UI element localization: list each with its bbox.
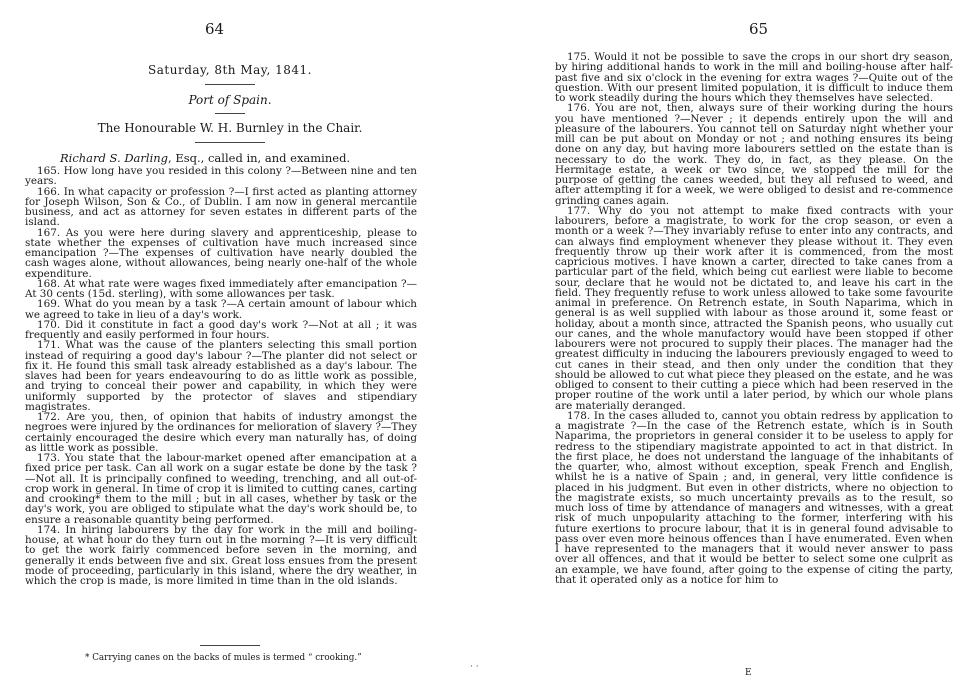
chair-line: The Honourable W. H. Burnley in the Chair.: [97, 121, 363, 135]
right-column: [555, 52, 953, 585]
printer-signature: E: [745, 668, 752, 678]
divider-rule: [205, 84, 255, 85]
question-169: 169. What do you mean by a task ?—A certain amount of labour which we agreed to take in lieu of a day's work.: [25, 298, 417, 321]
session-place: Port of Spain.: [188, 93, 272, 107]
question-178: 178. In the cases alluded to, cannot you obtain redress by application to a magistrate ?—In the case of the Retrench estate, which is in South Naparima, the proprietors in general consider it to be useless to apply for redress to the stipendiary magistrate appointed to act in that district. In the first place, he does not understand the language of the inhabitants of the quarter, who, almost without exception, speak French and English, whilst he is a native of Spain ; and, in general, very little confidence is placed in his judgment. But even in other districts, where no objection to the magistrate exists, so much uncertainty prevails as to the result, so much loss of time by attendance of managers and witnesses, with a great risk of much unpopularity attaching to the former, interfering with his future exertions to procure labour, that it is in general found advisable to pass over even more heinous offences than I have enumerated. Even when I have represented to the managers that it would never answer to pass over all offences, and that it would be better to select some one culprit as an example, we have found, after going to the expense of citing the party, that it operated only as a notice for him to: [555, 409, 953, 586]
question-174: 174. In hiring labourers by the day for work in the mill and boiling-house, at what hour do they turn out in the morning ?—It is very difficult to get the work fairly commenced before seven in the morning, and generally it ends between five and six. Great loss ensues from the present mode of proceeding, particularly in this island, where the dry weather, in which the crop is made, is more limited in time than in the old islands.: [25, 523, 417, 587]
page-number-left: 64: [205, 20, 225, 38]
question-168: 168. At what rate were wages fixed immediately after emancipation ?—At 30 cents (15d. sterling), with some allowances per task.: [25, 277, 417, 300]
witness-line: [60, 151, 350, 165]
question-170: 170. Did it constitute in fact a good day's work ?—Not at all ; it was frequently and easily performed in four hours.: [25, 318, 417, 341]
question-165: 165. How long have you resided in this colony ?—Between nine and ten years.: [25, 165, 417, 188]
session-date: Saturday, 8th May, 1841.: [148, 63, 312, 77]
question-175: 175. Would it not be possible to save the crops in our short dry season, by hiring additional hands to work in the mill and boiling-house after half-past five and six o'clock in the evening for extra wages ?—Quite out of the question. With our present limited population, it is difficult to induce them to work steadily during the hours which they themselves have selected.: [555, 51, 953, 104]
witness-rest: , Esq., called in, and examined.: [168, 151, 351, 165]
divider-rule: [195, 142, 265, 143]
page-number-right: 65: [749, 20, 769, 38]
witness-name: Richard S. Darling: [60, 151, 169, 165]
left-column: [25, 166, 417, 586]
question-171: 171. What was the cause of the planters selecting this small portion instead of requiring a good day's labour ?—The planter did not select or fix it. He found this small task already established as a day's labour. The slaves had been for years endeavouring to do as little work as possible, and trying to conceal their power and capability, in which they were uniformly supported by the protector of slaves and stipendiary magistrates.: [25, 339, 417, 413]
question-166: 166. In what capacity or profession ?—I first acted as planting attorney for Joseph Wilson, Son & Co., of Dublin. I am now in general mercantile business, and act as attorney for seven estates in different parts of the island.: [25, 185, 417, 229]
margin-mark: · ·: [470, 662, 479, 672]
question-177: 177. Why do you not attempt to make fixed contracts with your labourers, before a magistrate, to work for the crop season, or even a month or a week ?—They invariably refuse to enter into any contracts, and can always find employment whenever they please without it. They even frequently throw up their work after it is commenced, from the most capricious motives. I have known a carter, directed to take canes from a particular part of the field, which being cut earliest were liable to become sour, declare that he would not be dictated to, and leave his cart in the field. They frequently refuse to work unless allowed to take some favourite animal in preference. On Retrench estate, in South Naparima, which in general is as well supplied with labour as those around it, some feast or holiday, about a month since, attracted the Spanish peons, who usually cut our canes, and the whole manufactory would have been stopped if other labourers were not procured to supply their places. The manager had the greatest difficulty in inducing the labourers previously engaged to weed to cut canes in their stead, and then only under the condition that they should be allowed to cut what piece they pleased on the estate, and he was obliged to consent to their cutting a piece which had been reserved in the proper routine of the work until a later period, by which our whole plans are materially deranged.: [555, 204, 953, 412]
question-167: 167. As you were here during slavery and apprenticeship, please to state whether the expenses of cultivation have much increased since emancipation ?—The expenses of cultivation have nearly doubled the cash wages alone, without allowances, being nearly one-half of the whole expenditure.: [25, 226, 417, 280]
question-176: 176. You are not, then, always sure of their working during the hours you have mentioned ?—Never ; it depends entirely upon the will and pleasure of the labourers. You cannot tell on Saturday night whether your mill can be put about on Monday or not ; and nothing ensures its being done on any day, but having more labourers settled on the estate than is necessary to do the work. They do, in fact, as they please. On the Hermitage estate, a week or two since, we stopped the mill for the purpose of getting the canes weeded, but they all refused to weed, and after attempting it for a week, we were obliged to desist and re-commence grinding canes again.: [555, 102, 953, 207]
footnote-rule: [200, 645, 260, 646]
divider-rule: [215, 113, 245, 114]
footnote: * Carrying canes on the backs of mules is termed “ crooking.”: [85, 653, 362, 663]
question-172: 172. Are you, then, of opinion that habits of industry amongst the negroes were injured by the ordinances for melioration of slavery ?—They certainly encouraged the desire which every man naturally has, of doing as little work as possible.: [25, 411, 417, 454]
right-page: [490, 0, 980, 693]
question-173: 173. You state that the labour-market opened after emancipation at a fixed price per task. Can all work on a sugar estate be done by the task ?—Not all. It is principally confined to weeding, trenching, and all out-of-crop work in general. In time of crop it is limited to cutting canes, carting and crooking* them to the mill ; but in all cases, whether by task or the day's work, you are obliged to stipulate what the day's work should be, to ensure a reasonable quantity being performed.: [25, 452, 417, 526]
